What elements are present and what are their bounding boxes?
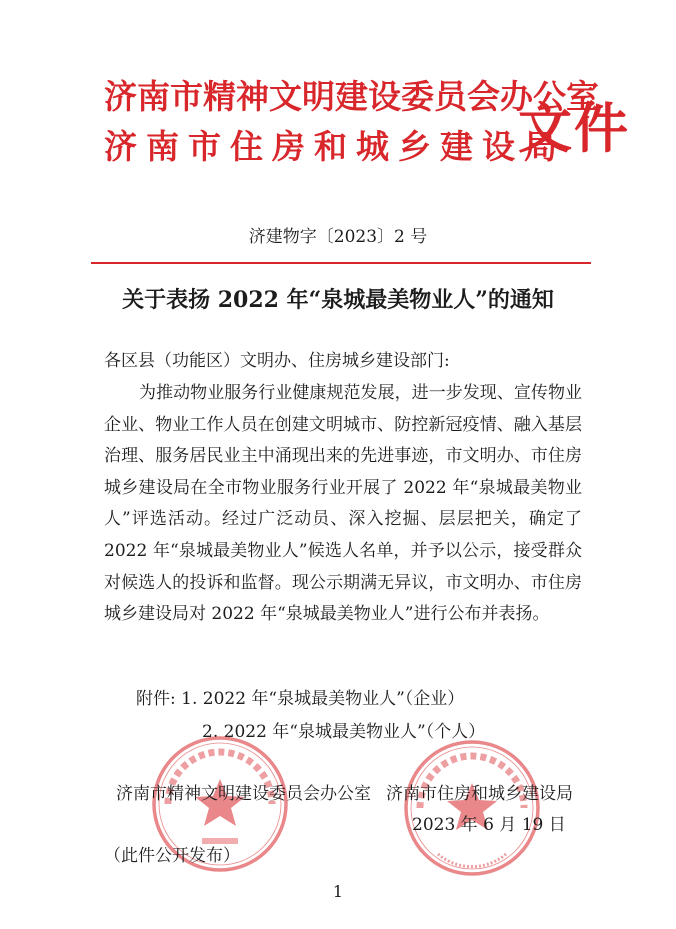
issuer-name-line2: 济南市住房和城乡建设局 [104,127,566,166]
attachment-2: 2. 2022 年“泉城最美物业人”（个人） [202,722,486,742]
page-number: 1 [332,882,344,901]
document-label: 文件 [518,96,630,160]
document-number: 济建物字〔2023〕2 号 [248,227,428,247]
publication-note: （此件公开发布） [104,846,240,866]
official-seal-right [402,738,542,878]
red-divider [91,262,591,264]
issuer-name-line1: 济南市精神文明建设委员会办公室 [104,77,599,116]
salutation: 各区县（功能区）文明办、住房城乡建设部门: [104,351,450,371]
document-title: 关于表扬 2022 年“泉城最美物业人”的通知 [122,287,554,313]
issue-date: 2023 年 6 月 19 日 [412,815,566,835]
attachment-1: 附件: 1. 2022 年“泉城最美物业人”（企业） [136,689,465,709]
body-text: 为推动物业服务行业健康规范发展，进一步发现、宣传物业企业、物业工作人员在创建文明城市、防控新冠疫情、融入基层治理、服务居民业主中涌现出来的先进事迹，市文明办、市住房城乡建设局在全市物业服务行业开展了 2022 年“泉城最美物业人”评选活动。经过广泛动员、深入挖掘、层层把关，确定了 2022 年“泉城最美物业人”候选人名单，并予以公示，接受群众对候选人的投诉和监督。现公示期满无异议，市文明办、市住房城乡建设局对 2022 年“泉城最美物业人”进行公布并表扬。 [104,383,582,625]
signature-issuer-1: 济南市精神文明建设委员会办公室 [116,784,371,804]
body-paragraph [104,378,582,631]
signature-issuer-2: 济南市住房和城乡建设局 [386,784,573,804]
